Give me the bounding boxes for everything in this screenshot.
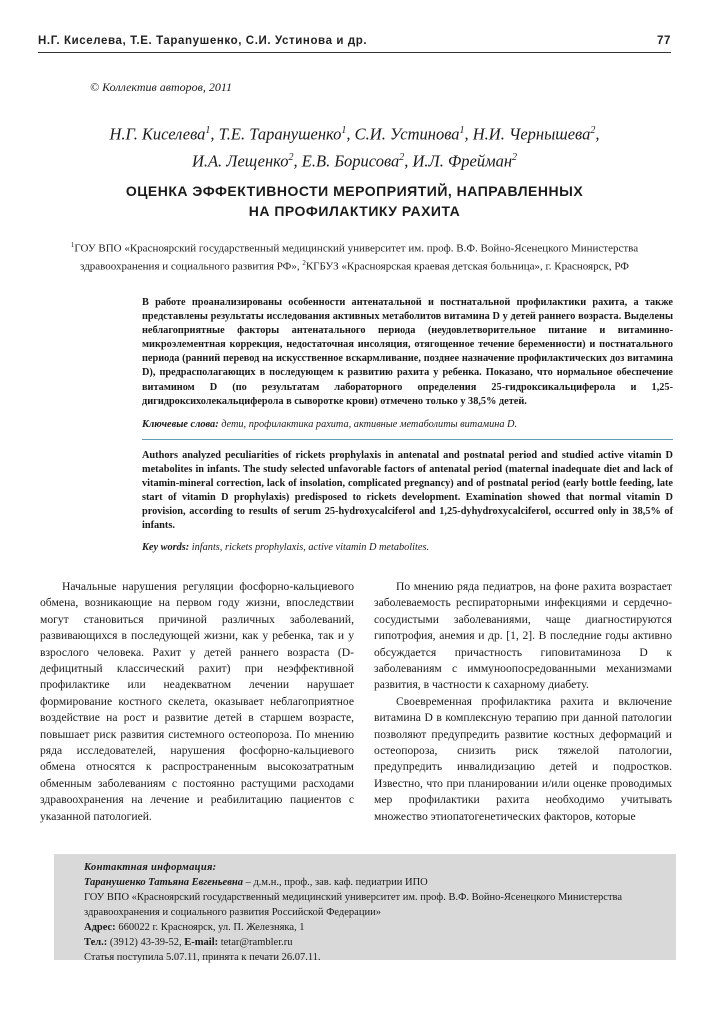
- contact-address: [84, 920, 669, 935]
- article-title: [60, 181, 649, 221]
- keywords-text: дети, профилактика рахита, активные метаболиты витамина D.: [218, 419, 518, 430]
- affil-mark: 2: [302, 258, 306, 267]
- email-label: E-mail:: [184, 937, 219, 948]
- author-name: Е.В. Борисова: [301, 151, 400, 170]
- contact-heading: Контактная информация:: [84, 862, 217, 873]
- running-head: [38, 35, 671, 51]
- header-divider: [38, 52, 671, 53]
- author-name: И.А. Лещенко: [191, 151, 289, 170]
- email-link[interactable]: tetar@rambler.ru: [218, 937, 293, 948]
- title-line: НА ПРОФИЛАКТИКУ РАХИТА: [248, 203, 461, 219]
- author-affil-mark: 1: [205, 125, 211, 136]
- author-name: Т.Е. Таранушенко: [218, 124, 342, 144]
- keywords-ru: [142, 418, 673, 432]
- title-line: ОЦЕНКА ЭФФЕКТИВНОСТИ МЕРОПРИЯТИЙ, НАПРАВЛЕННЫХ: [125, 183, 584, 199]
- affil-text: ГОУ ВПО «Красноярский государственный медицинский университет им. проф. В.Ф. Войно-Ясенецкого Министерства здравоохранения и социального развития РФ»,: [74, 242, 639, 273]
- keywords-en: [142, 541, 673, 555]
- abstract-en: Authors analyzed peculiarities of rickets prophylaxis in antenatal and postnatal period and studied active vitamin D metabolites in infants. The study selected unfavorable factors of antenatal period (maternal inadequate diet and lack of vitamin-mineral correction, lack of insolation, complicated pregnancy) and of postnatal period (early bottle feeding, late start of vitamin D prophylaxis) predisposed to rickets development. Examination showed that normal vitamin D provision, according to results of serum 25-hydroxycalciferol and 1,25-dyhydroxycalciferol, occurred only in 38,5% of infants.: [142, 450, 673, 532]
- author-affil-mark: 1: [341, 125, 347, 136]
- body-paragraph: По мнению ряда педиатров, на фоне рахита возрастает заболеваемость респираторными инфекциями и сердечно-сосудистыми заболеваниями, чаще диагностируются гипотрофия, анемия и др. [1, 2]. В последние годы активно обсуждается причастность гиповитаминоза D к заболеваниям с иммуноопосредованными механизмами развития, в частности к сахарному диабету.: [374, 580, 672, 692]
- abstract-ru: В работе проанализированы особенности антенатальной и постнатальной профилактики рахита, а также представлены результаты исследования активных метаболитов витамина D у детей раннего возраста. Выделены неблагоприятные факторы антенатального периода (неудовлетворительное питание и витаминно-микроэлементная коррекция, недостаточная инсоляция, отягощенное течение беременности) и постнатального периода (ранний перевод на искусственное вскармливание, позднее назначение профилактических доз витамина D), предрасполагающих в последующем к развитию рахита у ребенка. Показано, что нормальное обеспечение витамином D (по результатам лабораторного определения 25-гидроксикальциферола и 1,25-дигидроксихолекальциферола в сыворотке крови) отмечено только у 38,5% детей.: [142, 297, 673, 407]
- keywords-text: infants, rickets prophylaxis, active vitamin D metabolites.: [189, 542, 430, 553]
- author-affil-mark: 2: [288, 151, 294, 163]
- author-name: Н.Г. Киселева: [109, 124, 206, 144]
- author-affil-mark: 2: [399, 151, 405, 163]
- affil-text: КГБУЗ «Красноярская краевая детская больница», г. Красноярск, РФ: [305, 260, 629, 273]
- running-head-authors: Н.Г. Киселева, Т.Е. Тараnушенко, С.И. Устинова и др.: [38, 35, 368, 47]
- address-text: 660022 г. Красноярск, ул. П. Железняка, 1: [115, 922, 305, 933]
- contact-phone-email: [84, 935, 669, 950]
- phone-label: Тел.:: [84, 937, 108, 948]
- author-name: Н.И. Чернышева: [472, 124, 591, 144]
- copyright-line: © Коллектив авторов, 2011: [90, 80, 232, 94]
- keywords-label: Ключевые слова:: [142, 419, 219, 430]
- keywords-label: Key words:: [142, 542, 190, 553]
- contact-name: Таранушенко Татьяна Евгеньевна: [84, 877, 243, 888]
- body-paragraph: Начальные нарушения регуляции фосфорно-кальциевого обмена, возникающие на первом году жизни, впоследствии могут становиться причиной различных заболеваний, развивающихся в последующей жизни, как у ребенка, так и у взрослого человека. Рахит у детей раннего возраста (D-дефицитный классический рахит) при неэффективной профилактике или неадекватном лечении нарушает формирование костного скелета, оказывает неблагоприятное воздействие на рост и развитие детей в старшем возрасте, повышает риск развития системного остеопороза. По мнению ряда исследователей, нарушения фосфорно-кальциевого обмена относятся к распространенным высокозатратным обменным заболеваниям с постоянно растущими расходами здравоохранения на лечение и реабилитацию пациентов с указанной патологией.: [40, 580, 354, 823]
- author-name: С.И. Устинова: [354, 124, 460, 144]
- received-dates: Статья поступила 5.07.11, принята к печати 26.07.11.: [84, 952, 321, 963]
- affiliations: [40, 238, 669, 273]
- address-label: Адрес:: [84, 922, 116, 933]
- contact-position: – д.м.н., проф., зав. каф. педиатрии ИПО: [242, 877, 428, 888]
- author-affil-mark: 2: [590, 125, 596, 136]
- body-paragraph: Своевременная профилактика рахита и включение витамина D в комплексную терапию при данной патологии позволяют предупредить развитие костных деформаций и остеопороза, снизить риск тяжелой патологии, предупредить инвалидизацию детей и подростков. Известно, что при планировании и/или оценке проводимых мер профилактики рахита необходимо учитывать множество этиопатогенетических факторов, которые: [374, 694, 672, 823]
- body-column-left: [40, 579, 354, 825]
- author-name: И.Л. Фрейман: [412, 151, 513, 170]
- author-list: Н.Г. Киселева$^1$, Т.Е. Таранушенко$^1$, С.И. Устинова$^1$, Н.И. Чернышева$^2$, И.А. Лещенко$^2$, Е.В. Борисова$^2$, И.Л. Фрейман$^2$: [109, 124, 600, 170]
- page-number: 77: [657, 35, 671, 47]
- contact-person: [84, 875, 669, 890]
- abstract-divider: [142, 439, 673, 440]
- phone-text: (3912) 43-39-52,: [107, 937, 185, 948]
- body-column-right: [374, 579, 672, 825]
- affil-mark: 1: [70, 241, 75, 249]
- author-affil-mark: 2: [512, 151, 518, 163]
- contact-organization: ГОУ ВПО «Красноярский государственный медицинский университет им. проф. В.Ф. Войно-Ясенецкого Министерства здравоохранения и социального развития Российской Федерации»: [84, 892, 623, 918]
- author-affil-mark: 1: [459, 125, 465, 136]
- contact-info: [84, 860, 669, 965]
